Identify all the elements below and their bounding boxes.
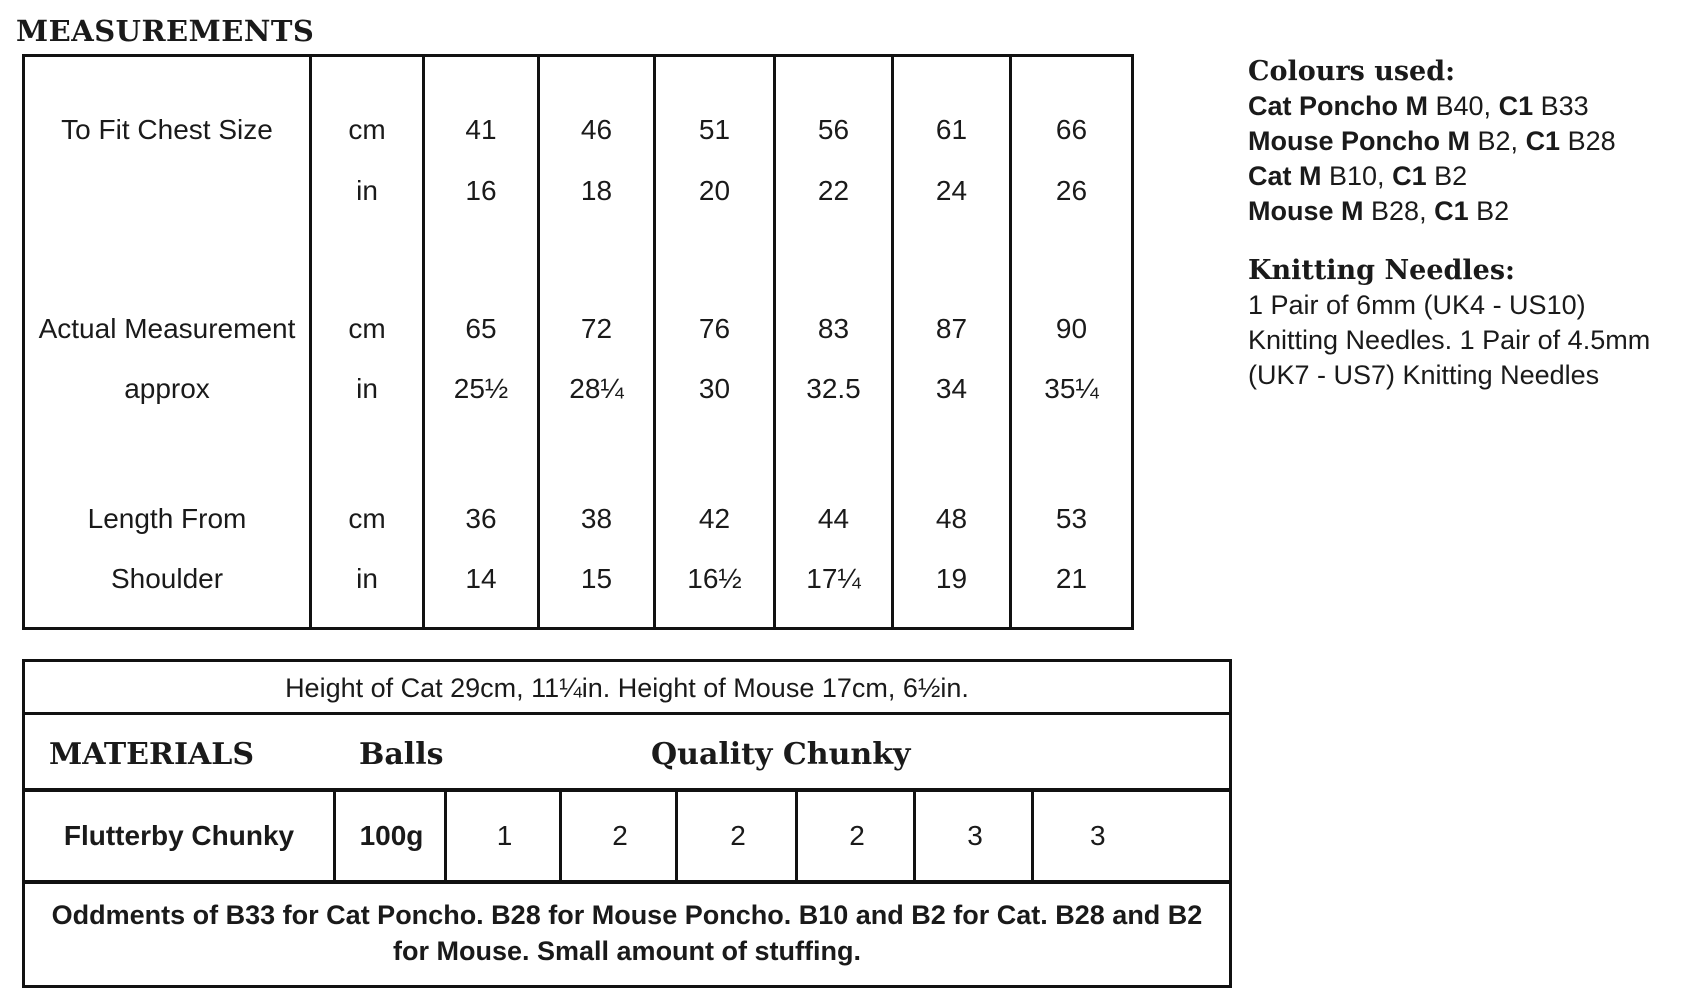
unit-column bbox=[311, 56, 424, 629]
balls-cell: 3 bbox=[913, 791, 1034, 881]
ball-weight: 100g bbox=[333, 791, 447, 881]
value-cell: 16 bbox=[465, 175, 497, 206]
value-cell: 56 bbox=[817, 114, 850, 145]
value-cell: 22 bbox=[817, 175, 850, 206]
row-label: Length From bbox=[87, 503, 247, 534]
row-label: approx bbox=[124, 373, 210, 404]
materials-heading: MATERIALS bbox=[49, 737, 255, 772]
height-note: Height of Cat 29cm, 11¼in. Height of Mouse 17cm, 6½in. bbox=[22, 659, 1232, 715]
value-cell: 41 bbox=[465, 114, 497, 145]
unit-label: in bbox=[356, 563, 378, 594]
value-cell: 19 bbox=[935, 563, 968, 594]
size-column bbox=[655, 56, 775, 629]
unit-label: in bbox=[356, 175, 378, 206]
materials-header bbox=[22, 712, 1232, 792]
unit-label: in bbox=[356, 373, 378, 404]
needles-heading: Knitting Needles: bbox=[1248, 255, 1515, 286]
value-cell: 61 bbox=[935, 114, 968, 145]
size-column bbox=[893, 56, 1011, 629]
value-cell: 15 bbox=[580, 563, 613, 594]
unit-label: cm bbox=[348, 313, 386, 344]
needles-section bbox=[1248, 253, 1688, 393]
balls-cell: 2 bbox=[559, 791, 678, 881]
value-cell: 51 bbox=[698, 114, 731, 145]
needles-line: 1 Pair of 6mm (UK4 - US10) bbox=[1248, 290, 1586, 320]
size-column bbox=[775, 56, 893, 629]
value-cell: 65 bbox=[465, 313, 497, 344]
row-label: Shoulder bbox=[110, 563, 224, 594]
colour-line: Mouse Poncho M B2, C1 B28 bbox=[1248, 126, 1616, 156]
page-title: MEASUREMENTS bbox=[16, 14, 315, 48]
value-cell: 17¼ bbox=[806, 563, 861, 594]
value-cell: 16½ bbox=[687, 563, 742, 594]
value-cell: 72 bbox=[580, 313, 613, 344]
value-cell: 90 bbox=[1055, 313, 1088, 344]
value-cell: 46 bbox=[580, 114, 613, 145]
size-column bbox=[1011, 56, 1133, 629]
unit-label: cm bbox=[348, 503, 386, 534]
value-cell: 36 bbox=[465, 503, 497, 534]
value-cell: 48 bbox=[935, 503, 968, 534]
label-column bbox=[24, 56, 311, 629]
value-cell: 30 bbox=[698, 373, 731, 404]
value-cell: 87 bbox=[935, 313, 968, 344]
value-cell: 38 bbox=[580, 503, 613, 534]
value-cell: 28¼ bbox=[569, 373, 624, 404]
value-cell: 18 bbox=[580, 175, 613, 206]
value-cell: 44 bbox=[817, 503, 850, 534]
needles-line: (UK7 - US7) Knitting Needles bbox=[1248, 360, 1600, 390]
value-cell: 35¼ bbox=[1044, 373, 1099, 404]
value-cell: 53 bbox=[1055, 503, 1088, 534]
size-column bbox=[424, 56, 539, 629]
value-cell: 14 bbox=[465, 563, 497, 594]
balls-label: Balls bbox=[359, 737, 444, 772]
colours-heading: Colours used: bbox=[1248, 56, 1456, 87]
row-label: Actual Measurement bbox=[38, 313, 296, 344]
colour-line: Mouse M B28, C1 B2 bbox=[1248, 196, 1510, 226]
colour-line: Cat Poncho M B40, C1 B33 bbox=[1248, 91, 1589, 121]
value-cell: 20 bbox=[698, 175, 731, 206]
colour-line: Cat M B10, C1 B2 bbox=[1248, 161, 1468, 191]
unit-label: cm bbox=[348, 114, 386, 145]
balls-cell: 3 bbox=[1031, 791, 1229, 881]
value-cell: 25½ bbox=[453, 373, 509, 404]
quality-label: Quality Chunky bbox=[651, 737, 911, 772]
value-cell: 34 bbox=[935, 373, 968, 404]
value-cell: 83 bbox=[817, 313, 850, 344]
materials-row bbox=[22, 788, 1232, 884]
value-cell: 66 bbox=[1055, 114, 1088, 145]
value-cell: 32.5 bbox=[806, 373, 861, 404]
value-cell: 21 bbox=[1055, 563, 1088, 594]
value-cell: 42 bbox=[698, 503, 731, 534]
balls-cell: 2 bbox=[675, 791, 798, 881]
oddments-note: Oddments of B33 for Cat Poncho. B28 for Mouse Poncho. B10 and B2 for Cat. B28 and B2 for Mouse. Small amount of stuffing. bbox=[22, 880, 1232, 988]
value-cell: 76 bbox=[698, 313, 731, 344]
yarn-name: Flutterby Chunky bbox=[63, 820, 295, 851]
value-cell: 26 bbox=[1055, 175, 1088, 206]
measurements-table bbox=[22, 54, 1134, 630]
needles-line: Knitting Needles. 1 Pair of 4.5mm bbox=[1248, 325, 1651, 355]
balls-cell: 1 bbox=[444, 791, 562, 881]
value-cell: 24 bbox=[935, 175, 968, 206]
balls-cell: 2 bbox=[795, 791, 916, 881]
side-notes bbox=[1248, 54, 1688, 393]
size-column bbox=[539, 56, 655, 629]
row-label: To Fit Chest Size bbox=[61, 114, 273, 145]
